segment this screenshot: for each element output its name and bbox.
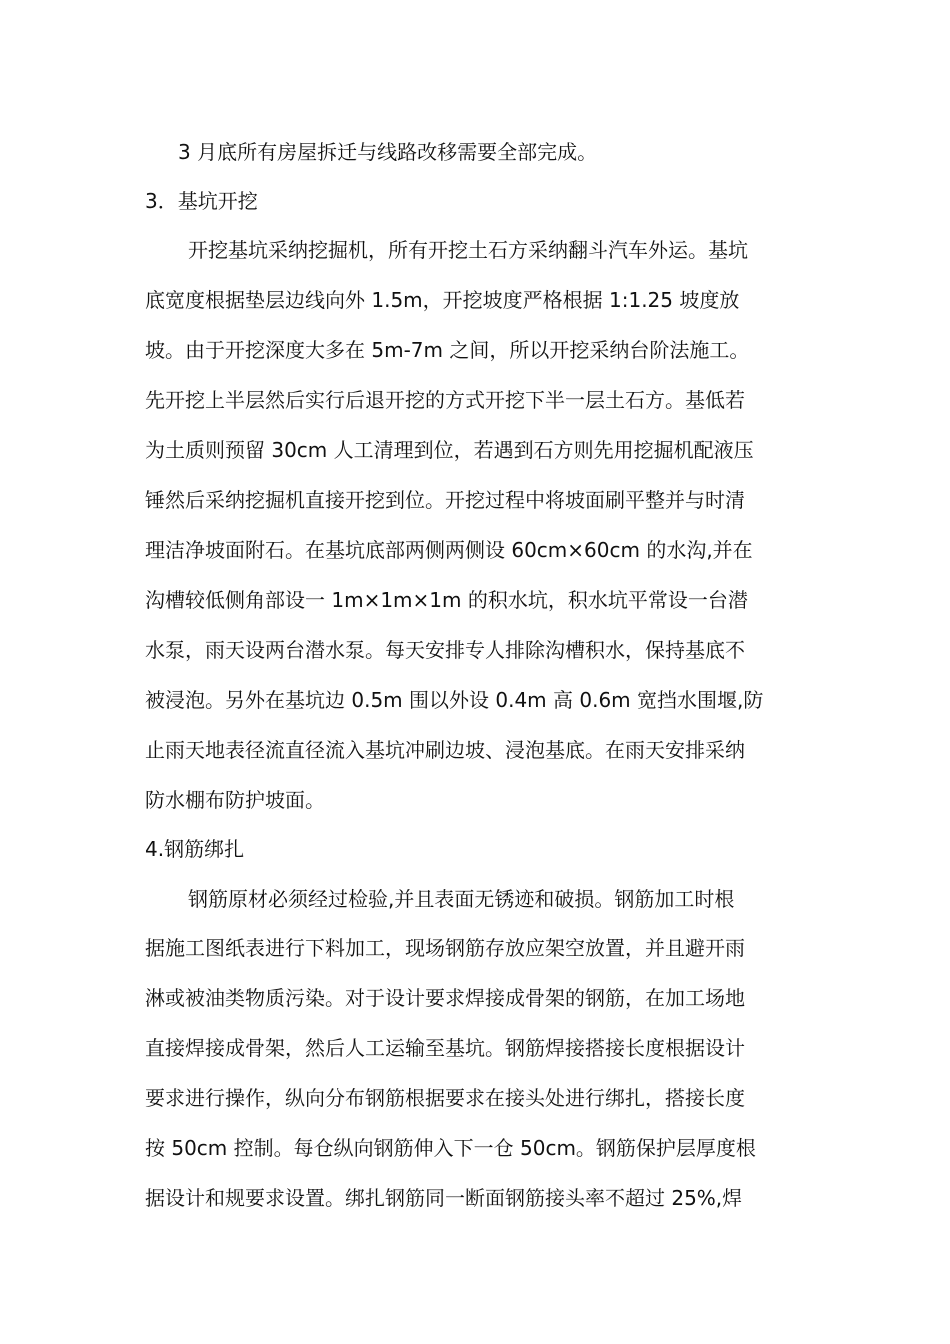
paragraph-line: 理洁净坡面附石。在基坑底部两侧两侧设 60cm×60cm 的水沟,并在 [145,538,753,562]
paragraph-line: 开挖基坑采纳挖掘机，所有开挖土石方采纳翻斗汽车外运。基坑 [188,238,748,262]
paragraph-line: 沟槽较低侧角部设一 1m×1m×1m 的积水坑，积水坑平常设一台潜 [145,588,748,612]
paragraph-line: 钢筋原材必须经过检验,并且表面无锈迹和破损。钢筋加工时根 [188,887,735,911]
section-heading-rebar: 4.钢筋绑扎 [145,837,245,861]
paragraph-line: 锤然后采纳挖掘机直接开挖到位。开挖过程中将坡面刷平整并与时清 [145,488,745,512]
paragraph-line: 底宽度根据垫层边线向外 1.5m，开挖坡度严格根据 1:1.25 坡度放 [145,288,740,312]
paragraph-line: 据施工图纸表进行下料加工，现场钢筋存放应架空放置，并且避开雨 [145,936,745,960]
section-heading-excavation: 3．基坑开挖 [145,189,258,213]
paragraph-line: 坡。由于开挖深度大多在 5m-7m 之间，所以开挖采纳台阶法施工。 [145,338,750,362]
paragraph-line: 水泵，雨天设两台潜水泵。每天安排专人排除沟槽积水，保持基底不 [145,638,745,662]
paragraph-line: 要求进行操作，纵向分布钢筋根据要求在接头处进行绑扎，搭接长度 [145,1086,745,1110]
paragraph-line: 直接焊接成骨架，然后人工运输至基坑。钢筋焊接搭接长度根据设计 [145,1036,745,1060]
paragraph-line: 为土质则预留 30cm 人工清理到位，若遇到石方则先用挖掘机配液压 [145,438,754,462]
paragraph-line: 被浸泡。另外在基坑边 0.5m 围以外设 0.4m 高 0.6m 宽挡水围堰,防 [145,688,764,712]
paragraph-line: 止雨天地表径流直径流入基坑冲刷边坡、浸泡基底。在雨天安排采纳 [145,738,745,762]
paragraph-line: 防水棚布防护坡面。 [145,788,325,812]
paragraph-line: 3 月底所有房屋拆迁与线路改移需要全部完成。 [178,140,598,164]
paragraph-line: 淋或被油类物质污染。对于设计要求焊接成骨架的钢筋，在加工场地 [145,986,745,1010]
paragraph-line: 据设计和规要求设置。绑扎钢筋同一断面钢筋接头率不超过 25%,焊 [145,1186,743,1210]
paragraph-line: 先开挖上半层然后实行后退开挖的方式开挖下半一层土石方。基低若 [145,388,745,412]
paragraph-line: 按 50cm 控制。每仓纵向钢筋伸入下一仓 50cm。钢筋保护层厚度根 [145,1136,756,1160]
